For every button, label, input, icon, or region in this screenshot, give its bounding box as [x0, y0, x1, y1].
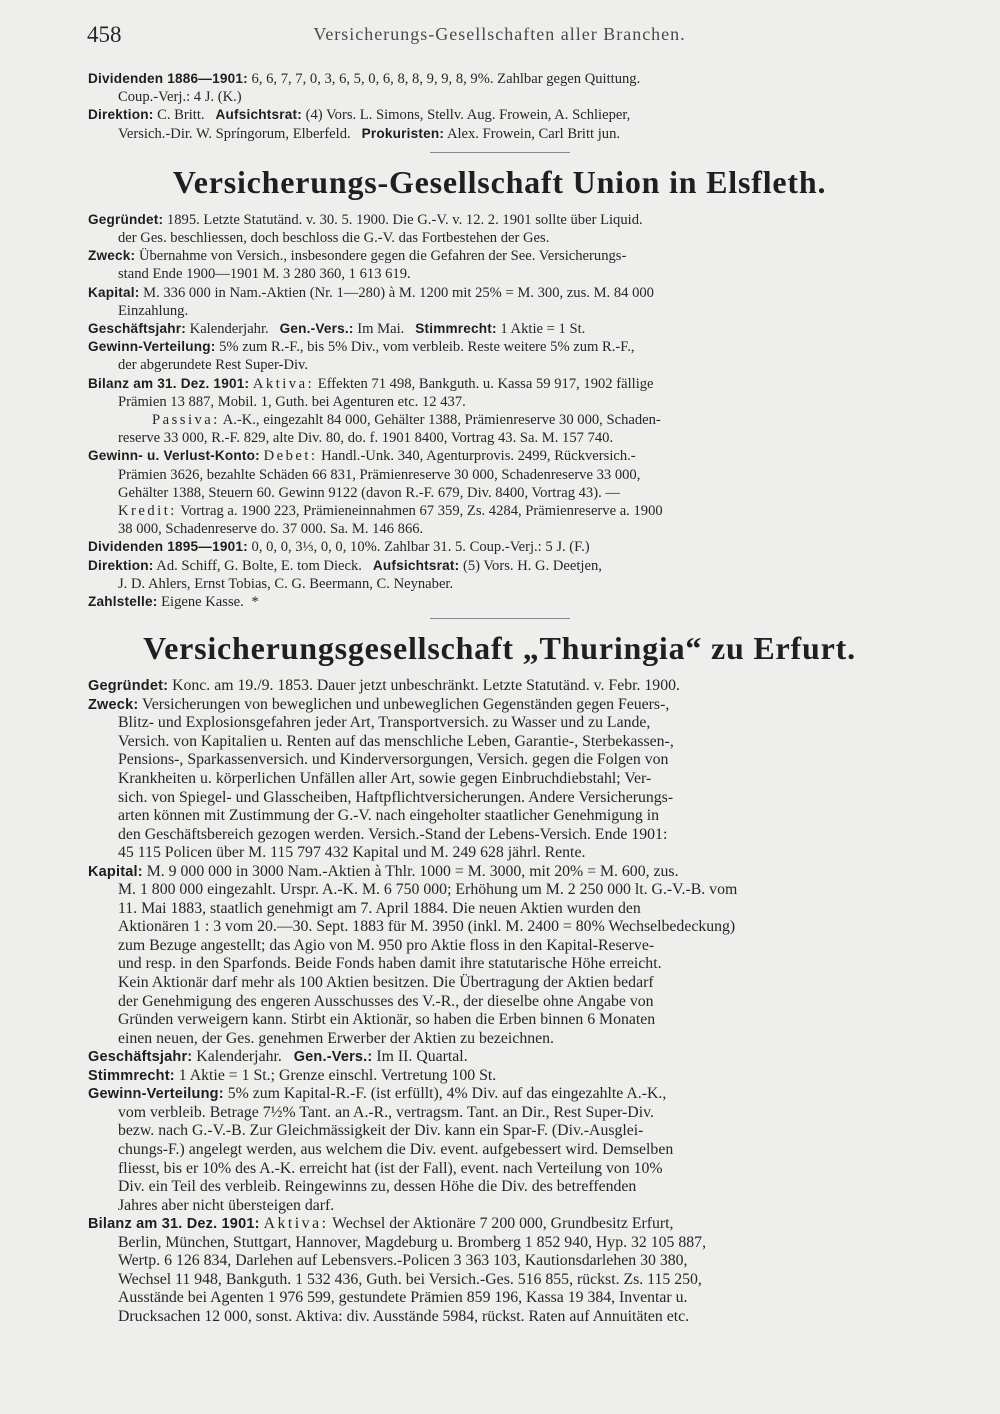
fiscal-year-text: Kalenderjahr. [189, 321, 269, 338]
section-divider-2 [430, 618, 570, 619]
union-profit-distribution [88, 338, 911, 356]
union-board-text: (5) Vors. H. G. Deetjen, [463, 557, 602, 574]
purpose-line: Krankheiten u. körperlichen Unfällen aller Art, sowie gegen Einbruchdiebstahl; Ver- [118, 770, 652, 788]
union-paying-agent [88, 593, 911, 611]
balance-line: Drucksachen 12 000, sonst. Aktiva: div. Ausstände 5984, rückst. Raten auf Annuitäten etc. [118, 1307, 690, 1325]
profit-loss-line-3: Gehälter 1388, Steuern 60. Gewinn 9122 (davon R.-F. 679, Div. 8400, Vortrag 43). — [118, 484, 620, 501]
running-title: Versicherungs-Gesellschaften aller Branchen. [313, 24, 686, 44]
balance-text: Effekten 71 498, Bankguth. u. Kassa 59 917, 1902 fällige [317, 375, 654, 392]
footnote-mark: * [251, 594, 259, 611]
purpose-line: den Geschäftsbereich gezogen werden. Versich.-Stand der Lebens-Versich. Ende 1901: [118, 825, 668, 843]
thuringia-title: Versicherungsgesellschaft „Thuringia“ zu Erfurt. [143, 630, 856, 667]
balance-line: Wertp. 6 126 834, Darlehen auf Lebensvers.-Policen 3 363 103, Kautionsdarlehen 30 380, [118, 1252, 688, 1270]
page-header [87, 22, 912, 52]
thuringia-founded-label: Gegründet: [88, 678, 169, 695]
voting-label: Stimmrecht: [415, 321, 497, 337]
union-dividends [88, 538, 911, 556]
previous-entry-tail [88, 70, 911, 143]
thuringia-purpose-label: Zweck: [88, 696, 139, 713]
purpose-line: Pensions-, Sparkassenversich. und Kinderversorgungen, Versich. gegen die Folgen von [118, 751, 669, 769]
capital-line: Gründen verweigern kann. Stirbt ein Aktionär, so haben die Erben binnen 6 Monaten [118, 1011, 656, 1029]
capital-line: M. 9 000 000 in 3000 Nam.-Aktien à Thlr. 1000 = M. 3000, mit 20% = M. 600, zus. [146, 862, 679, 880]
profit-distribution-continuation: der abgerundete Rest Super-Div. [118, 357, 309, 374]
purpose-line: sich. von Spiegel- und Glasscheiben, Haftpflichtversicherungen. Andere Versicherungs- [118, 788, 674, 806]
thuringia-fiscal-text: Kalenderjahr. [196, 1048, 282, 1066]
thuringia-profit-first [88, 1085, 911, 1104]
union-balance [88, 375, 911, 393]
thuringia-voting-label: Stimmrecht: [88, 1067, 175, 1084]
aufsichtsrat-cont: Versich.-Dir. W. Spríngorum, Elberfeld. [118, 125, 351, 142]
debet-word: Debet: [263, 448, 318, 465]
page-number: 458 [87, 22, 122, 47]
prokuristen-label: Prokuristen: [361, 125, 445, 141]
balance-line: Berlin, München, Stuttgart, Hannover, Magdeburg u. Bromberg 1 852 940, Hyp. 32 105 887, [118, 1233, 707, 1251]
purpose-line: 45 115 Policen über M. 115 797 432 Kapital und M. 249 628 jährl. Rente. [118, 844, 586, 862]
union-board-label: Aufsichtsrat: [372, 557, 460, 573]
union-board-continuation: J. D. Ahlers, Ernst Tobias, C. G. Beermann, C. Neynaber. [118, 575, 454, 592]
capital-label: Kapital: [88, 284, 140, 300]
profit-line: chungs-F.) angelegt werden, aus welchem die Div. event. aufgebessert wird. Demselben [118, 1140, 674, 1158]
thuringia-founded-text: Konc. am 19./9. 1853. Dauer jetzt unbeschränkt. Letzte Statutänd. v. Febr. 1900. [172, 677, 680, 695]
union-purpose [88, 247, 911, 265]
capital-line: einen neuen, der Ges. genehmen Erwerber der Aktien zu bezeichnen. [118, 1029, 554, 1047]
thuringia-aktiva-word: Aktiva: [263, 1215, 329, 1233]
kredit-text: Vortrag a. 1900 223, Prämieneinnahmen 67 359, Zs. 4284, Prämienreserve a. 1900 [180, 503, 663, 520]
kredit-word: Kredit: [118, 503, 177, 520]
thuringia-capital-label: Kapital: [88, 863, 143, 880]
aktiva-word: Aktiva: [252, 375, 315, 392]
profit-line: 5% zum Kapital-R.-F. (ist erfüllt), 4% Div. auf das eingezahlte A.-K., [227, 1085, 667, 1103]
balance-line: Ausstände bei Agenten 1 976 599, gestundete Prämien 859 196, Kassa 19 384, Inventar u. [118, 1289, 688, 1307]
purpose-line: Versicherungen von beweglichen und unbeweglichen Gegenständen gegen Feuers-, [142, 695, 670, 713]
founded-text: 1895. Letzte Statutänd. v. 30. 5. 1900. Die G.-V. v. 12. 2. 1901 sollte über Liquid. [166, 211, 643, 228]
profit-loss-line-5: 38 000, Schadenreserve do. 37 000. Sa. M. 146 866. [118, 521, 424, 538]
purpose-text: Übernahme von Versich., insbesondere gegen die Gefahren der See. Versicherungs- [138, 248, 627, 265]
purpose-continuation: stand Ende 1900—1901 M. 3 280 360, 1 613 619. [118, 266, 411, 283]
profit-distribution-label: Gewinn-Verteilung: [88, 339, 216, 355]
capital-line: Kein Aktionär darf mehr als 100 Aktien besitzen. Die Übertragung der Aktien bedarf [118, 974, 654, 992]
direktion-label: Direktion: [88, 107, 154, 123]
balance-line: Wechsel der Aktionäre 7 200 000, Grundbesitz Erfurt, [332, 1215, 674, 1233]
union-profit-loss [88, 447, 911, 465]
union-direktion-label: Direktion: [88, 557, 154, 573]
capital-text: M. 336 000 in Nam.-Aktien (Nr. 1—280) à M. 1200 mit 25% = M. 300, zus. M. 84 000 [143, 284, 654, 301]
aufsichtsrat-text: (4) Vors. L. Simons, Stellv. Aug. Frowein, A. Schlieper, [305, 107, 631, 124]
capital-line: 11. Mai 1883, staatlich genehmigt am 7. April 1884. Die neuen Aktien wurden den [118, 899, 641, 917]
founded-continuation: der Ges. beschliessen, doch beschloss die G.-V. das Fortbestehen der Ges. [118, 230, 550, 247]
purpose-line: arten können mit Zustimmung der G.-V. nach eingeholter staatlicher Genehmigung in [118, 807, 660, 825]
profit-loss-label: Gewinn- u. Verlust-Konto: [88, 448, 260, 464]
thuringia-balance-label: Bilanz am 31. Dez. 1901: [88, 1216, 260, 1233]
thuringia-voting [88, 1067, 911, 1086]
profit-loss-line-2: Prämien 3626, bezahlte Schäden 66 831, Prämienreserve 30 000, Schadenreserve 33 000, [118, 466, 641, 483]
passiva-word: Passiva: [152, 412, 220, 429]
purpose-label: Zweck: [88, 248, 136, 264]
balance-label: Bilanz am 31. Dez. 1901: [88, 375, 250, 391]
profit-distribution-text: 5% zum R.-F., bis 5% Div., vom verbleib. Reste weitere 5% zum R.-F., [219, 339, 635, 356]
thuringia-erfurt-entry [88, 629, 911, 1326]
capital-continuation: Einzahlung. [118, 302, 189, 319]
passiva-line [88, 411, 911, 429]
profit-line: fliesst, bis er 10% des A.-K. erreicht hat (ist der Fall), event. nach Verteilung von 10% [118, 1159, 663, 1177]
union-dividends-label: Dividenden 1895—1901: [88, 539, 248, 555]
management-paragraph [88, 106, 911, 124]
thuringia-meeting-label: Gen.-Vers.: [293, 1049, 373, 1066]
thuringia-fiscal-label: Geschäftsjahr: [88, 1049, 193, 1066]
dividends-paragraph [88, 70, 911, 88]
profit-line: bezw. nach G.-V.-B. Zur Gleichmässigkeit der Div. kann ein Spar-F. (Div.-Ausglei- [118, 1122, 644, 1140]
union-fiscal-line [88, 320, 911, 338]
capital-line: M. 1 800 000 eingezahlt. Urspr. A.-K. M. 6 750 000; Erhöhung um M. 2 250 000 lt. G.-V.-B. vom [118, 881, 738, 899]
thuringia-capital-first [88, 863, 911, 882]
profit-line: vom verbleib. Betrage 7½% Tant. an A.-R., vertragsm. Tant. an Dir., Rest Super-Div. [118, 1103, 654, 1121]
thuringia-founded [88, 677, 911, 696]
paying-agent-text: Eigene Kasse. [161, 594, 244, 611]
aufsichtsrat-continuation [88, 125, 911, 143]
passiva-text: A.-K., eingezahlt 84 000, Gehälter 1388, Prämienreserve 30 000, Schaden- [222, 412, 661, 429]
profit-loss-text: Handl.-Unk. 340, Agenturprovis. 2499, Rückversich.- [321, 448, 636, 465]
thuringia-profit-label: Gewinn-Verteilung: [88, 1086, 224, 1103]
thuringia-meeting-text: Im II. Quartal. [376, 1048, 468, 1066]
dividends-label: Dividenden 1886—1901: [88, 71, 248, 86]
purpose-line: Blitz- und Explosionsgefahren jeder Art, Transportversich. zu Wasser und zu Lande, [118, 714, 651, 732]
union-management [88, 557, 911, 575]
founded-label: Gegründet: [88, 211, 164, 227]
union-title: Versicherungs-Gesellschaft Union in Elsfleth. [172, 163, 827, 200]
thuringia-fiscal-line [88, 1048, 911, 1067]
thuringia-purpose-first [88, 696, 911, 715]
profit-line: Jahres aber nicht übersteigen darf. [118, 1196, 335, 1214]
capital-line: und resp. in den Sparfonds. Beide Fonds haben damit ihre statutarische Höhe erreicht. [118, 955, 662, 973]
fiscal-year-label: Geschäftsjahr: [88, 321, 186, 337]
thuringia-balance-first [88, 1215, 911, 1234]
general-meeting-text: Im Mai. [357, 321, 405, 338]
prokuristen-text: Alex. Frowein, Carl Britt jun. [446, 125, 621, 142]
dividends-text: 6, 6, 7, 7, 0, 3, 6, 5, 0, 6, 8, 8, 9, 9, 8, 9%. Zahlbar gegen Quittung. [251, 71, 641, 87]
paying-agent-label: Zahlstelle: [88, 594, 158, 610]
union-dividends-text: 0, 0, 0, 3⅓, 0, 0, 10%. Zahlbar 31. 5. Coup.-Verj.: 5 J. (F.) [251, 539, 590, 556]
aufsichtsrat-label: Aufsichtsrat: [215, 107, 302, 123]
thuringia-voting-text: 1 Aktie = 1 St.; Grenze einschl. Vertretung 100 St. [178, 1066, 497, 1084]
profit-line: Div. ein Teil des verbleib. Reingewinns zu, dessen Höhe die Div. des betreffenden [118, 1178, 637, 1196]
union-founded [88, 211, 911, 229]
direktion-text: C. Britt. [157, 107, 205, 124]
passiva-continuation: reserve 33 000, R.-F. 829, alte Div. 80, do. f. 1901 8400, Vortrag 43. Sa. M. 157 740. [118, 430, 614, 447]
balance-line: Wechsel 11 948, Bankguth. 1 532 436, Guth. bei Versich.-Ges. 516 855, rückst. Zs. 115 250, [118, 1270, 702, 1288]
capital-line: Aktionären 1 : 3 vom 20.—30. Sept. 1883 für M. 3950 (inkl. M. 2400 = 80% Wechselbedeckung) [118, 918, 736, 936]
capital-line: zum Bezuge angestellt; das Agio von M. 950 pro Aktie floss in den Kapital-Reserve- [118, 936, 655, 954]
capital-line: der Genehmigung des engeren Ausschusses des V.-R., der dieselbe ohne Angabe von [118, 992, 654, 1010]
union-direktion-text: Ad. Schiff, G. Bolte, E. tom Dieck. [156, 557, 362, 574]
coupon-line: Coup.-Verj.: 4 J. (K.) [118, 89, 242, 106]
profit-loss-line-4 [88, 502, 911, 520]
balance-continuation: Prämien 13 887, Mobil. 1, Guth. bei Agenturen etc. 12 437. [118, 393, 466, 410]
voting-text: 1 Aktie = 1 St. [500, 321, 586, 338]
purpose-line: Versich. von Kapitalien u. Renten auf das menschliche Leben, Garantie-, Sterbekassen-, [118, 732, 674, 750]
general-meeting-label: Gen.-Vers.: [279, 321, 354, 337]
page-content [88, 70, 911, 1326]
section-divider [430, 152, 570, 153]
union-capital [88, 284, 911, 302]
union-elsfleth-entry [88, 163, 911, 611]
